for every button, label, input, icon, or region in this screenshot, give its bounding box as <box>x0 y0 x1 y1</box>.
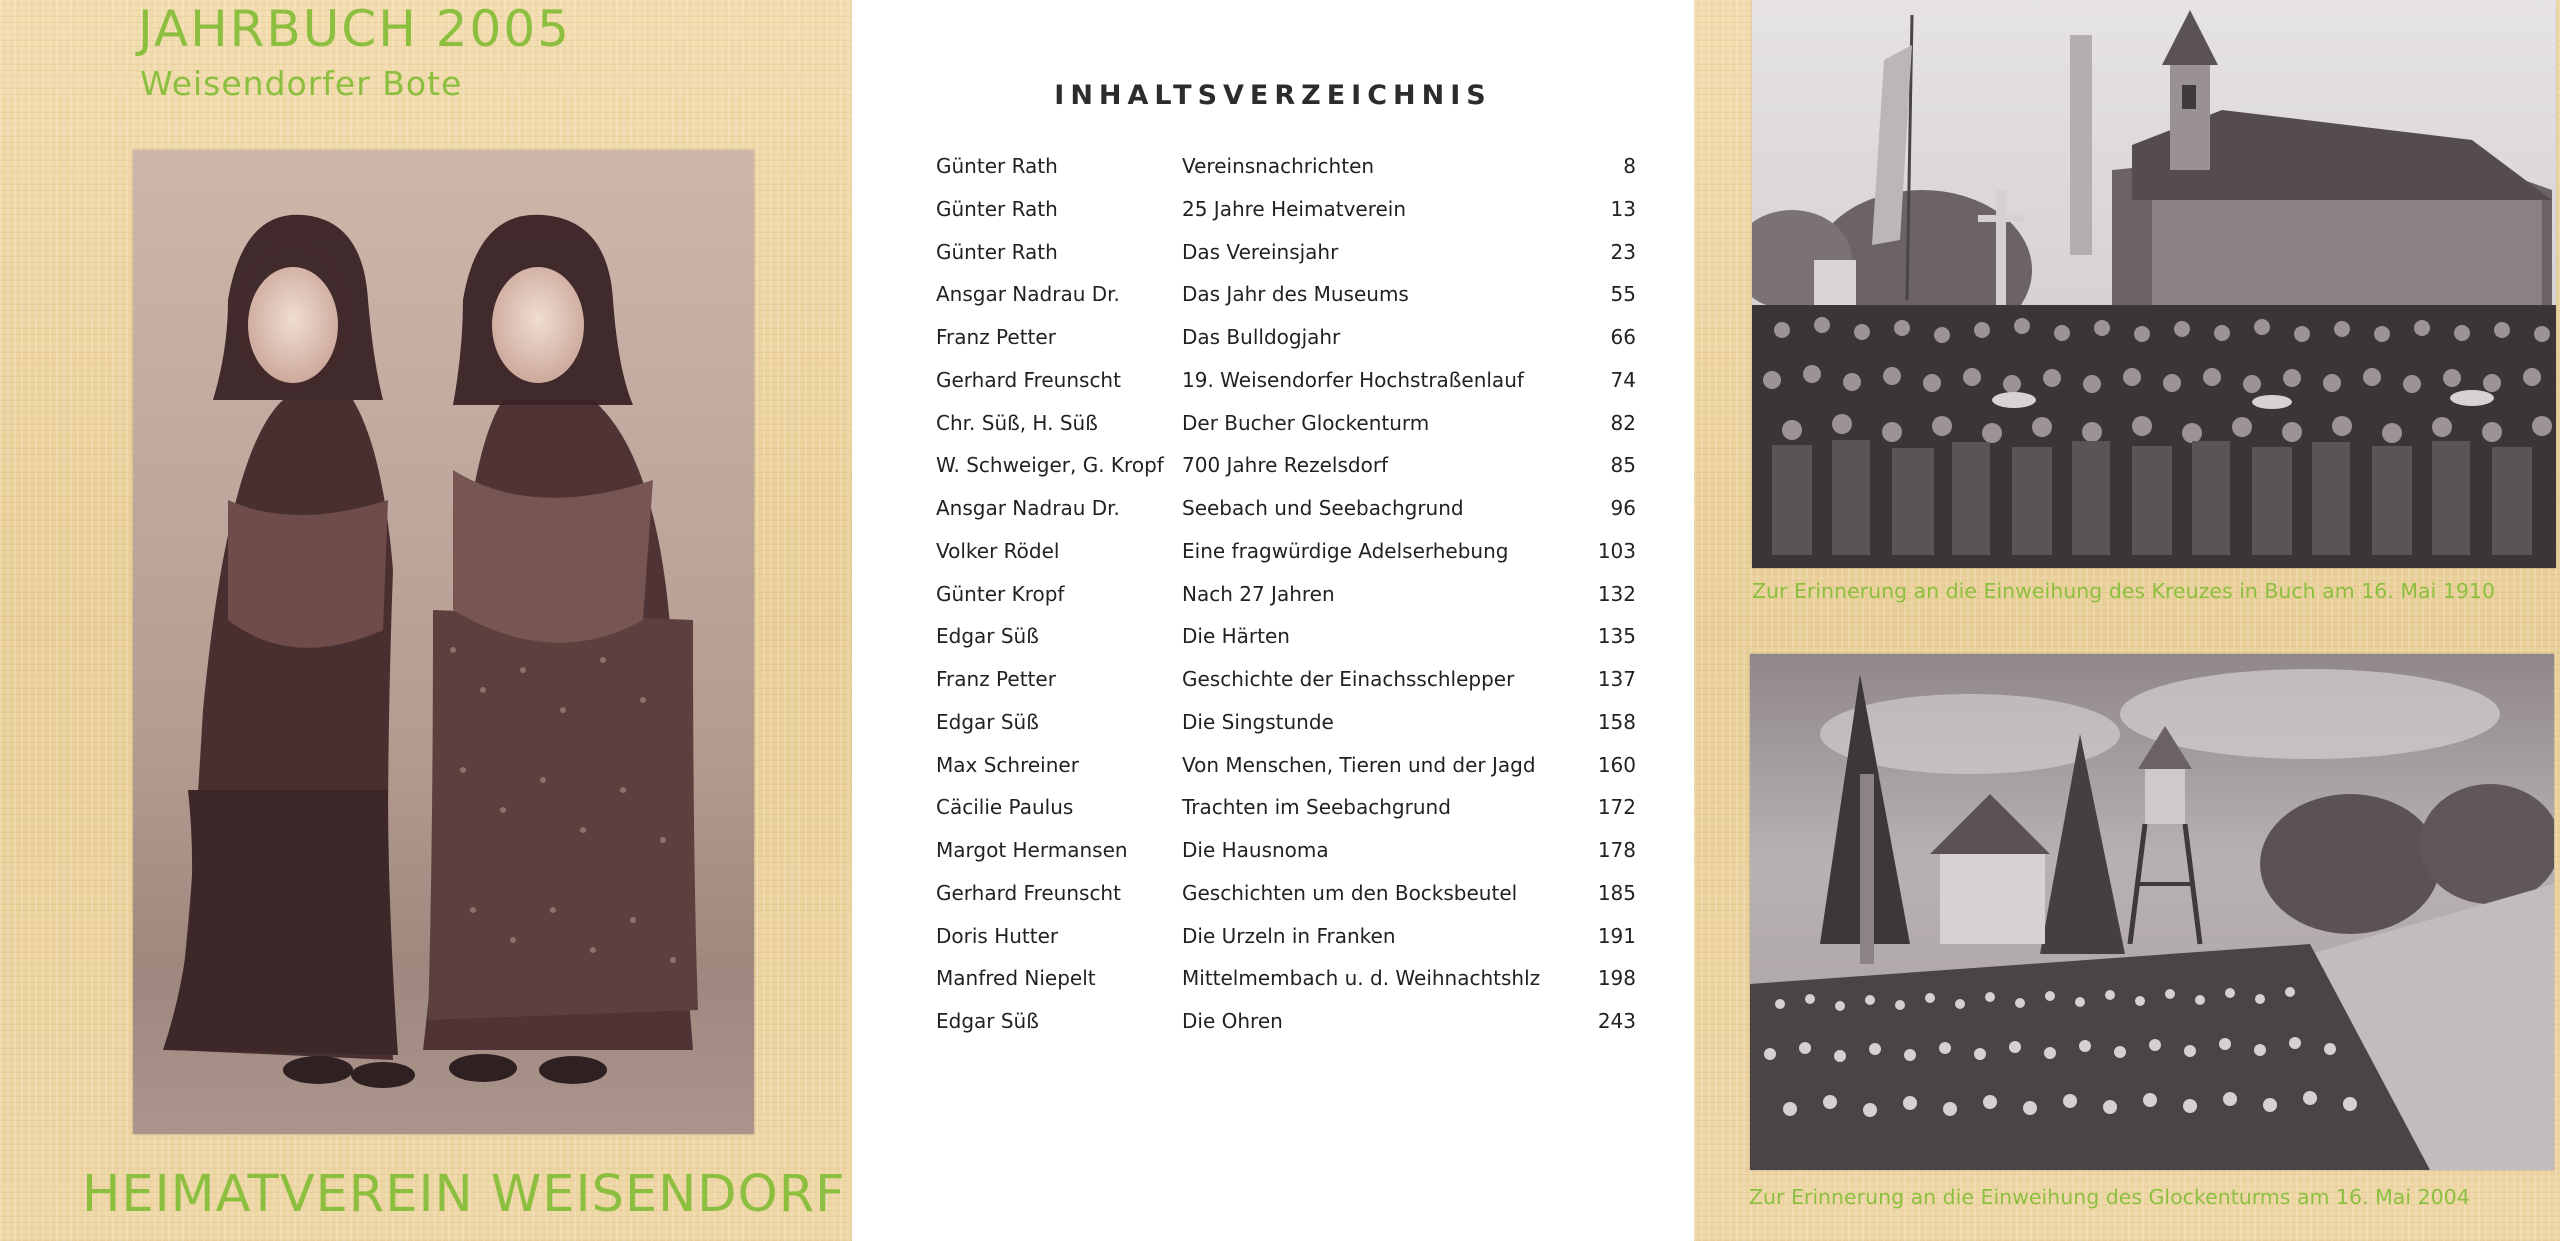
toc-page-number: 13 <box>1610 196 1636 221</box>
toc-author: Cäcilie Paulus <box>936 795 1074 820</box>
toc-author: Edgar Süß <box>936 624 1039 649</box>
toc-page-number: 185 <box>1597 880 1636 905</box>
toc-page-number: 66 <box>1610 325 1636 349</box>
toc-entry <box>936 533 1694 576</box>
toc-list <box>936 148 1694 1046</box>
toc-article-title: Nach 27 Jahren <box>1182 581 1335 606</box>
toc-author: Chr. Süß, H. Süß <box>936 410 1098 435</box>
toc-entry <box>936 875 1694 918</box>
toc-author: Edgar Süß <box>936 1009 1039 1033</box>
caption-tower-photo: Zur Erinnerung an die Einweihung des Glockenturms am 16. Mai 2004 <box>1749 1185 2470 1209</box>
toc-author: Max Schreiner <box>936 752 1079 777</box>
toc-author: Franz Petter <box>936 667 1056 691</box>
toc-page-number: 198 <box>1597 966 1636 991</box>
toc-author: Edgar Süß <box>936 709 1039 734</box>
toc-author: Ansgar Nadrau Dr. <box>936 496 1120 520</box>
book-title: JAHRBUCH 2005 <box>138 0 571 58</box>
toc-article-title: Geschichten um den Bocksbeutel <box>1182 880 1518 905</box>
toc-entry <box>936 234 1694 277</box>
toc-article-title: Das Bulldogjahr <box>1182 325 1341 349</box>
back-cover <box>1694 0 2560 1241</box>
toc-article-title: Die Ohren <box>1182 1009 1283 1033</box>
toc-page-number: 137 <box>1597 667 1636 691</box>
toc-page-number: 132 <box>1597 581 1636 606</box>
toc-article-title: Das Jahr des Museums <box>1182 282 1409 307</box>
toc-page-number: 158 <box>1597 709 1636 734</box>
toc-article-title: Seebach und Seebachgrund <box>1182 496 1464 520</box>
toc-entry <box>936 618 1694 661</box>
toc-entry <box>936 191 1694 234</box>
toc-author: Günter Rath <box>936 154 1058 178</box>
cover-photo-two-women-in-traditional-dress <box>133 150 754 1134</box>
toc-entry <box>936 661 1694 704</box>
toc-author: Günter Rath <box>936 196 1058 221</box>
toc-author: Günter Rath <box>936 239 1058 264</box>
toc-article-title: Die Singstunde <box>1182 709 1334 734</box>
toc-article-title: 700 Jahre Rezelsdorf <box>1182 453 1389 478</box>
photo-cross-illustration <box>1752 0 2556 568</box>
toc-page-number: 160 <box>1597 752 1636 777</box>
toc-article-title: Das Vereinsjahr <box>1182 239 1339 264</box>
toc-article-title: Der Bucher Glockenturm <box>1182 410 1430 435</box>
toc-author: Gerhard Freunscht <box>936 367 1121 392</box>
toc-author: Günter Kropf <box>936 581 1065 606</box>
toc-article-title: Von Menschen, Tieren und der Jagd <box>1182 752 1536 777</box>
toc-entry <box>936 319 1694 362</box>
toc-entry <box>936 362 1694 405</box>
toc-author: Ansgar Nadrau Dr. <box>936 282 1120 307</box>
toc-entry <box>936 447 1694 490</box>
toc-author: Volker Rödel <box>936 538 1060 563</box>
toc-entry <box>936 576 1694 619</box>
toc-page-number: 23 <box>1610 239 1636 264</box>
front-cover <box>0 0 852 1241</box>
toc-author: Gerhard Freunscht <box>936 880 1121 905</box>
toc-entry <box>936 148 1694 191</box>
toc-entry <box>936 704 1694 747</box>
toc-article-title: Die Urzeln in Franken <box>1182 923 1396 948</box>
toc-page-number: 243 <box>1597 1009 1636 1033</box>
toc-article-title: Geschichte der Einachsschlepper <box>1182 667 1515 691</box>
toc-entry <box>936 832 1694 875</box>
cover-photo-illustration <box>133 150 754 1134</box>
toc-entry <box>936 405 1694 448</box>
photo-cross-inauguration-1910 <box>1752 0 2556 568</box>
toc-page-number: 172 <box>1597 795 1636 820</box>
toc-page-number: 55 <box>1610 282 1636 307</box>
toc-page-number: 85 <box>1610 453 1636 478</box>
toc-page-number: 191 <box>1597 923 1636 948</box>
toc-entry <box>936 789 1694 832</box>
photo-tower-illustration <box>1750 654 2554 1170</box>
toc-article-title: Die Hausnoma <box>1182 838 1329 862</box>
toc-page-number: 135 <box>1597 624 1636 649</box>
toc-author: Doris Hutter <box>936 923 1059 948</box>
toc-page-number: 103 <box>1597 538 1636 563</box>
caption-cross-photo: Zur Erinnerung an die Einweihung des Kreuzes in Buch am 16. Mai 1910 <box>1752 579 2495 603</box>
toc-entry <box>936 490 1694 533</box>
toc-author: Manfred Niepelt <box>936 966 1096 991</box>
toc-article-title: Die Härten <box>1182 624 1290 649</box>
toc-page-number: 8 <box>1623 154 1636 178</box>
toc-article-title: 25 Jahre Heimatverein <box>1182 196 1407 221</box>
toc-article-title: Eine fragwürdige Adelserhebung <box>1182 538 1509 563</box>
toc-entry <box>936 1003 1694 1046</box>
toc-author: W. Schweiger, G. Kropf <box>936 453 1164 478</box>
toc-article-title: Mittelmembach u. d. Weihnachtshlz <box>1182 966 1541 991</box>
toc-page-number: 178 <box>1597 838 1636 862</box>
table-of-contents-page <box>852 0 1694 1241</box>
toc-entry <box>936 747 1694 790</box>
toc-entry <box>936 276 1694 319</box>
toc-author: Franz Petter <box>936 325 1056 349</box>
toc-article-title: 19. Weisendorfer Hochstraßenlauf <box>1182 367 1524 392</box>
photo-bell-tower-inauguration-2004 <box>1750 654 2554 1170</box>
club-name: HEIMATVEREIN WEISENDORF <box>82 1165 846 1224</box>
toc-page-number: 96 <box>1610 496 1636 520</box>
toc-author: Margot Hermansen <box>936 838 1128 862</box>
toc-page-number: 74 <box>1610 367 1636 392</box>
toc-article-title: Vereinsnachrichten <box>1182 154 1375 178</box>
toc-page-number: 82 <box>1610 410 1636 435</box>
toc-entry <box>936 918 1694 961</box>
toc-article-title: Trachten im Seebachgrund <box>1182 795 1451 820</box>
toc-entry <box>936 960 1694 1003</box>
toc-heading: INHALTSVERZEICHNIS <box>1054 80 1492 111</box>
book-subtitle: Weisendorfer Bote <box>140 64 463 103</box>
